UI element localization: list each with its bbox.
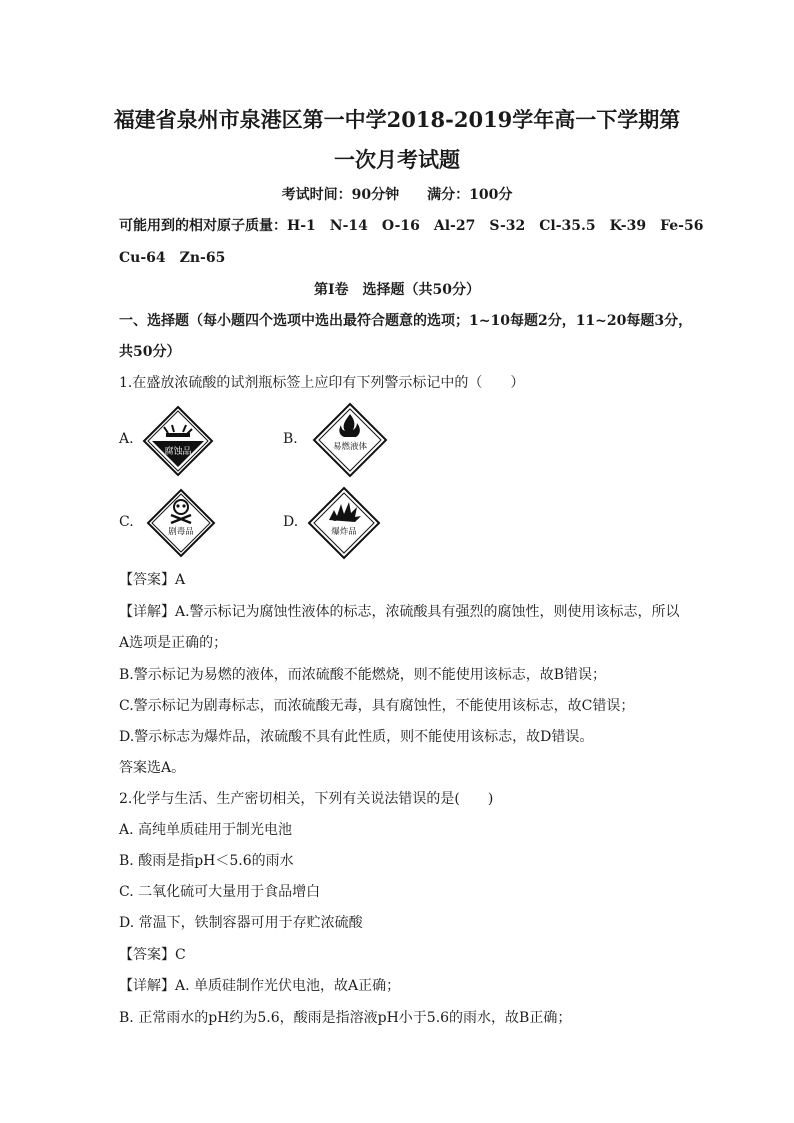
flame-sign-text: 易燃液体 <box>332 442 368 452</box>
question-1-explain-line: 答案选A。 <box>119 760 186 776</box>
corrosive-icon <box>142 405 214 477</box>
question-1-answer: 【答案】A <box>119 572 186 588</box>
question-1-explain-line: D.警示标志为爆炸品，浓硫酸不具有此性质，则不能使用该标志，故D错误。 <box>119 729 594 745</box>
option-a-label: A. <box>119 431 134 447</box>
skull-icon <box>146 488 216 558</box>
document-title-line-1: 福建省泉州市泉港区第一中学2018-2019学年高一下学期第 <box>113 107 681 132</box>
document-title-line-2: 一次月考试题 <box>334 147 460 172</box>
corrosive-sign-text: 腐蚀品 <box>164 447 192 457</box>
question-2-option-c: C. 二氧化硫可大量用于食品增白 <box>119 884 321 900</box>
question-2-stem: 2.化学与生活、生产密切相关，下列有关说法错误的是( ) <box>119 791 494 807</box>
section-instruction-line-2: 共50分） <box>119 344 181 360</box>
atomic-mass-line-1: 可能用到的相对原子质量：H-1 N-14 O-16 Al-27 S-32 Cl-35.5 K-39 Fe-56 <box>119 218 704 234</box>
explosion-sign-text: 爆炸品 <box>331 527 357 537</box>
question-1-explain-line: C.警示标记为剧毒标志，而浓硫酸无毒，具有腐蚀性，不能使用该标志，故C错误； <box>119 698 635 714</box>
question-1-explain-line: A选项是正确的； <box>119 635 228 651</box>
option-d-label: D. <box>283 514 299 530</box>
question-2-explain-line: 【详解】A. 单质硅制作光伏电池，故A正确； <box>119 978 401 994</box>
question-2-option-d: D. 常温下，铁制容器可用于存贮浓硫酸 <box>119 915 363 931</box>
question-2-explain-line: B. 正常雨水的pH约为5.6，酸雨是指溶液pH小于5.6的雨水，故B正确； <box>119 1010 572 1026</box>
flame-icon <box>312 402 388 478</box>
question-2-answer: 【答案】C <box>119 947 186 963</box>
option-c-label: C. <box>119 514 134 530</box>
question-1-explain-line: 【详解】A.警示标记为腐蚀性液体的标志，浓硫酸具有强烈的腐蚀性，则使用该标志，所以 <box>119 604 680 620</box>
atomic-mass-line-2: Cu-64 Zn-65 <box>119 250 226 266</box>
question-2-option-b: B. 酸雨是指pH＜5.6的雨水 <box>119 853 294 869</box>
exam-info: 考试时间：90分钟 满分：100分 <box>281 187 513 203</box>
skull-sign-text: 剧毒品 <box>168 527 194 537</box>
option-b-label: B. <box>283 431 298 447</box>
explosion-icon <box>307 486 381 560</box>
question-1-explain-line: B.警示标记为易燃的液体，而浓硫酸不能燃烧，则不能使用该标志，故B错误； <box>119 667 607 683</box>
section-instruction-line-1: 一、选择题（每小题四个选项中选出最符合题意的选项；1~10每题2分，11~20每题3分， <box>119 313 693 329</box>
part-title: 第Ⅰ卷 选择题（共50分） <box>313 282 481 298</box>
question-1-stem: 1.在盛放浓硫酸的试剂瓶标签上应印有下列警示标记中的（ ） <box>119 375 525 391</box>
question-2-option-a: A. 高纯单质硅用于制光电池 <box>119 822 293 838</box>
